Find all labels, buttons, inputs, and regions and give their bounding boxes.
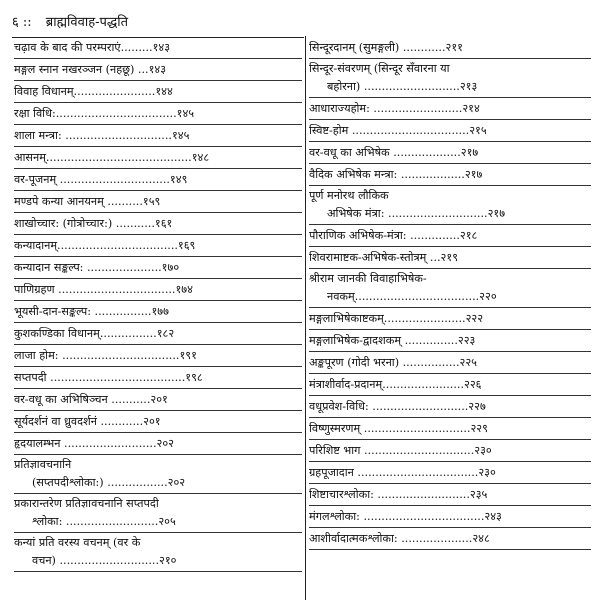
toc-entry-text: स्विष्ट-होम .................................२१५: [309, 124, 487, 137]
toc-entry-text: कन्यादान सङ्कल्प: .....................१७०: [14, 261, 180, 274]
toc-entry-text: वर-वधू का अभिषिञ्चन ...........२०१: [14, 393, 168, 406]
toc-entry-line2: (सप्तपदीश्लोका:) .................२०२: [32, 476, 186, 489]
toc-entry: [309, 186, 591, 225]
toc-entry-text: वर-पूजनम् ...............................१४९: [14, 173, 188, 186]
toc-entry: [309, 164, 591, 186]
toc-entry: [14, 389, 302, 411]
toc-entry-text: आशीर्वादात्मकश्लोका: ....................२४८: [309, 532, 490, 545]
toc-entry-line2: श्लोका: ..........................२०५: [32, 515, 176, 528]
toc-entry: [14, 59, 302, 81]
toc-entry: [309, 59, 591, 98]
toc-entry-text: शाला मन्त्रा: ..............................१४५: [14, 129, 190, 142]
toc-entry: [309, 506, 591, 528]
toc-entry: [309, 352, 591, 374]
toc-entry: [14, 367, 302, 389]
toc-entry: [14, 81, 302, 103]
toc-entry: [309, 120, 591, 142]
toc-entry-line2: वचन) ............................२१०: [32, 554, 177, 567]
toc-entry: [14, 213, 302, 235]
toc-entry-text: शाखोच्चार: (गोत्रोच्चार:) ...........१६१: [14, 217, 173, 230]
toc-entry-text: मङ्गलाभिषेकाष्टकम्.......................२२२: [309, 312, 484, 325]
toc-entry: [14, 345, 302, 367]
toc-entry-text: भूयसी-दान-सङ्कल्प: ................१७७: [14, 305, 169, 318]
toc-entry-line1: श्रीराम जानकी विवाहाभिषेक-: [309, 272, 427, 285]
toc-entry-text: आधाराज्यहोम: .........................२१४: [309, 102, 480, 115]
toc-entry-text: मङ्गल स्नान नखरञ्जन (नहछू) ...१४३: [14, 63, 167, 76]
toc-entry-text: शिष्टाचारश्लोका: ..........................२३५: [309, 488, 488, 501]
toc-entry: [309, 269, 591, 308]
toc-entry-line1: सिन्दूर-संवरणम् (सिन्दूर सँवारना या: [309, 62, 450, 75]
toc-entry-text: हृदयालम्भन ..........................२०२: [14, 437, 174, 450]
toc-entry-text: लाजा होम: .................................१९१: [14, 349, 197, 362]
toc-entry: [309, 37, 591, 59]
toc-entry: [309, 247, 591, 269]
toc-entry: [14, 103, 302, 125]
toc-entry: [14, 323, 302, 345]
toc-entry-text: शिवरामाष्टक-अभिषेक-स्तोत्रम् ...२१९: [309, 251, 459, 264]
toc-entry-text: सूर्यदर्शनं वा ध्रुवदर्शनं ............२०१: [14, 415, 161, 428]
toc-entry: [14, 147, 302, 169]
toc-entry-line1: प्रकारान्तरेण प्रतिज्ञावचनानि सप्तपदी: [14, 497, 159, 510]
toc-entry-line1: प्रतिज्ञावचनानि: [14, 458, 72, 471]
toc-entry: [309, 142, 591, 164]
toc-entry-text: विवाह विधानम्.......................१४४: [14, 85, 173, 98]
toc-entry: [14, 257, 302, 279]
toc-entry: [309, 418, 591, 440]
toc-entry: [309, 440, 591, 462]
toc-entry-text: वर-वधू का अभिषेक ...................२१७: [309, 146, 479, 159]
toc-entry: [14, 37, 302, 59]
toc-entry-text: रक्षा विधि:..................................१४५: [14, 107, 195, 120]
toc-entry-text: पौराणिक अभिषेक-मंत्रा: ..............२१८: [309, 229, 478, 242]
toc-entry-text: मंत्राशीर्वाद-प्रदानम्.......................२२६: [309, 378, 482, 391]
toc-entry: [14, 169, 302, 191]
toc-entry-text: ग्रहपूजादान ..................................२३०: [309, 466, 496, 479]
toc-entry-text: कुशकण्डिका विधानम्................१८२: [14, 327, 175, 340]
toc-entry-text: विष्णुस्मरणम् ..............................२२९: [309, 422, 488, 435]
toc-entry: [14, 411, 302, 433]
toc-entry-line2: अभिषेक मंत्रा: ............................२१७: [327, 207, 506, 220]
toc-entry-line1: कन्यां प्रति वरस्य वचनम् (वर के: [14, 536, 141, 549]
toc-entry-text: मंगलश्लोका: ..................................२४३: [309, 510, 502, 523]
toc-entry-text: सिन्दूरदानम् (सुमङ्गली) ............२११: [309, 41, 463, 54]
toc-entry: [14, 279, 302, 301]
toc-entry: [309, 374, 591, 396]
toc-entry: [14, 494, 302, 533]
toc-entry: [309, 462, 591, 484]
column-divider: [305, 36, 306, 600]
toc-entry-text: पाणिग्रहण .................................१७४: [14, 283, 193, 296]
running-title: ब्राह्मविवाह-पद्धति: [45, 15, 129, 30]
toc-entry-text: मङ्गलाभिषेक-द्वादशकम् ...............२२३: [309, 334, 476, 347]
contents-left-column: [14, 37, 302, 572]
toc-entry: [14, 235, 302, 257]
toc-entry-text: मण्डपे कन्या आनयनम् ..........१५९: [14, 195, 161, 208]
toc-entry-text: आसनम्.........................................१४८: [14, 151, 210, 164]
toc-entry: [14, 125, 302, 147]
page-header: [12, 10, 302, 36]
toc-entry-text: चढ़ाव के बाद की परम्पराएं.........१४३: [14, 41, 171, 54]
toc-entry-text: वधूप्रवेश-विधि: ...........................२२७: [309, 400, 486, 413]
toc-entry: [14, 433, 302, 455]
toc-entry: [309, 98, 591, 120]
toc-entry: [309, 225, 591, 247]
toc-entry: [14, 191, 302, 213]
toc-entry-text: वैदिक अभिषेक मन्त्रा: ..................२१७: [309, 168, 483, 181]
toc-entry: [309, 308, 591, 330]
toc-entry: [14, 533, 302, 572]
toc-entry: [309, 484, 591, 506]
toc-entry-text: सप्तपदी ......................................१९८: [14, 371, 203, 384]
toc-entry: [309, 330, 591, 352]
page-number: ६ ::: [12, 15, 32, 30]
toc-entry: [14, 301, 302, 323]
toc-entry-line1: पूर्ण मनोरथ लौकिक: [309, 189, 389, 202]
toc-entry: [14, 455, 302, 494]
contents-right-column: [309, 37, 591, 550]
toc-entry-text: अङ्कपूरण (गोदी भरना) ................२२५: [309, 356, 477, 369]
toc-entry-line2: नवकम्...................................२२०: [327, 290, 497, 303]
toc-entry-text: कन्यादानम्..................................१६९: [14, 239, 196, 252]
toc-entry-text: परिशिष्ट भाग ...............................२३०: [309, 444, 492, 457]
toc-entry-line2: बहोरना) ...........................२१३: [327, 80, 478, 93]
toc-entry: [309, 528, 591, 550]
toc-entry: [309, 396, 591, 418]
